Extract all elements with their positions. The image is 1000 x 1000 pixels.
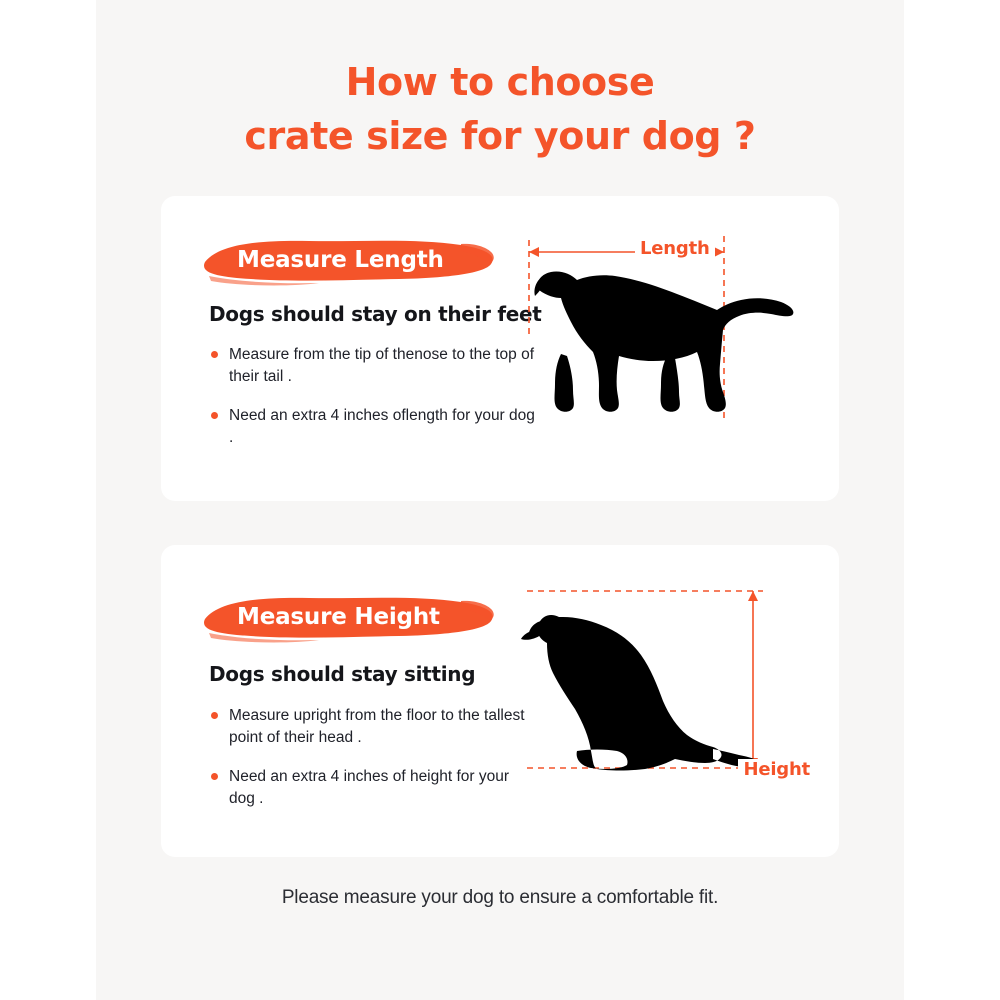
left-margin-strip: [0, 0, 96, 1000]
bullet-text: Need an extra 4 inches of height for your dog .: [229, 767, 510, 808]
list-item: [209, 405, 539, 450]
bullet-dot-icon: [211, 773, 218, 780]
page-title-line-2: crate size for your dog ?: [244, 113, 756, 158]
bullet-text: Measure from the tip of thenose to the top of their tail .: [229, 345, 535, 386]
content-column: [96, 0, 904, 1000]
brush-stroke-height: [199, 589, 499, 645]
bullet-text: Measure upright from the floor to the tallest point of their head .: [229, 706, 525, 747]
measure-length-card: [161, 196, 839, 501]
length-dimension-label: Length: [635, 238, 715, 259]
measure-height-card: [161, 545, 839, 857]
height-dimension-label: Height: [738, 759, 815, 780]
list-item: [209, 705, 539, 750]
dog-height-diagram: [517, 573, 817, 823]
bullet-dot-icon: [211, 412, 218, 419]
brush-stroke-length: [199, 232, 499, 288]
dog-length-diagram: [517, 218, 817, 468]
right-margin-strip: [904, 0, 1000, 1000]
measure-height-bullets: [209, 705, 539, 827]
measure-length-badge-label: Measure Length: [237, 246, 444, 273]
page-title: [96, 56, 904, 164]
list-item: [209, 344, 539, 389]
page-title-line-1: How to choose: [345, 60, 655, 104]
measure-height-subtitle: Dogs should stay sitting: [209, 661, 476, 686]
bullet-dot-icon: [211, 351, 218, 358]
bullet-dot-icon: [211, 712, 218, 719]
bullet-text: Need an extra 4 inches oflength for your dog .: [229, 406, 535, 447]
footer-note: Please measure your dog to ensure a comfortable fit.: [281, 886, 719, 908]
measure-length-subtitle: Dogs should stay on their feet: [209, 301, 542, 326]
list-item: [209, 766, 539, 811]
measure-length-bullets: [209, 344, 539, 466]
measure-height-badge-label: Measure Height: [237, 603, 440, 630]
